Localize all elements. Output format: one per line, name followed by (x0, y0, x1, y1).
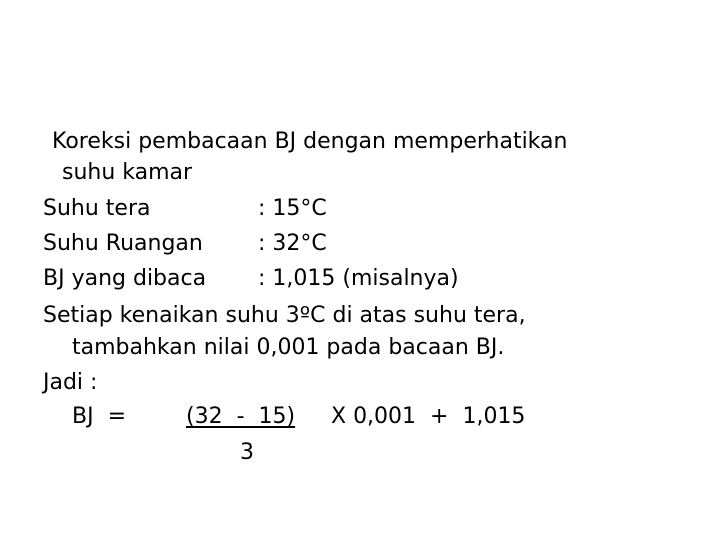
formula-numerator: (32 - 15) (186, 404, 296, 429)
row-suhu-ruangan-label: Suhu Ruangan (43, 231, 203, 256)
row-suhu-ruangan-value: : 32°C (258, 231, 327, 256)
row-suhu-tera-label: Suhu tera (43, 196, 151, 221)
title-line-2: suhu kamar (62, 160, 193, 185)
rule-line-2: tambahkan nilai 0,001 pada bacaan BJ. (72, 335, 505, 360)
formula-denominator: 3 (240, 440, 254, 465)
formula-rest: X 0,001 + 1,015 (331, 404, 526, 429)
title-line-1: Koreksi pembacaan BJ dengan memperhatikan (52, 129, 568, 154)
conclusion-label: Jadi : (43, 370, 98, 395)
row-suhu-tera-value: : 15°C (258, 196, 327, 221)
formula-lhs: BJ = (72, 404, 127, 429)
row-bj-dibaca-label: BJ yang dibaca (43, 266, 207, 291)
row-bj-dibaca-value: : 1,015 (misalnya) (258, 266, 459, 291)
rule-line-1: Setiap kenaikan suhu 3ºC di atas suhu tera, (43, 303, 526, 328)
